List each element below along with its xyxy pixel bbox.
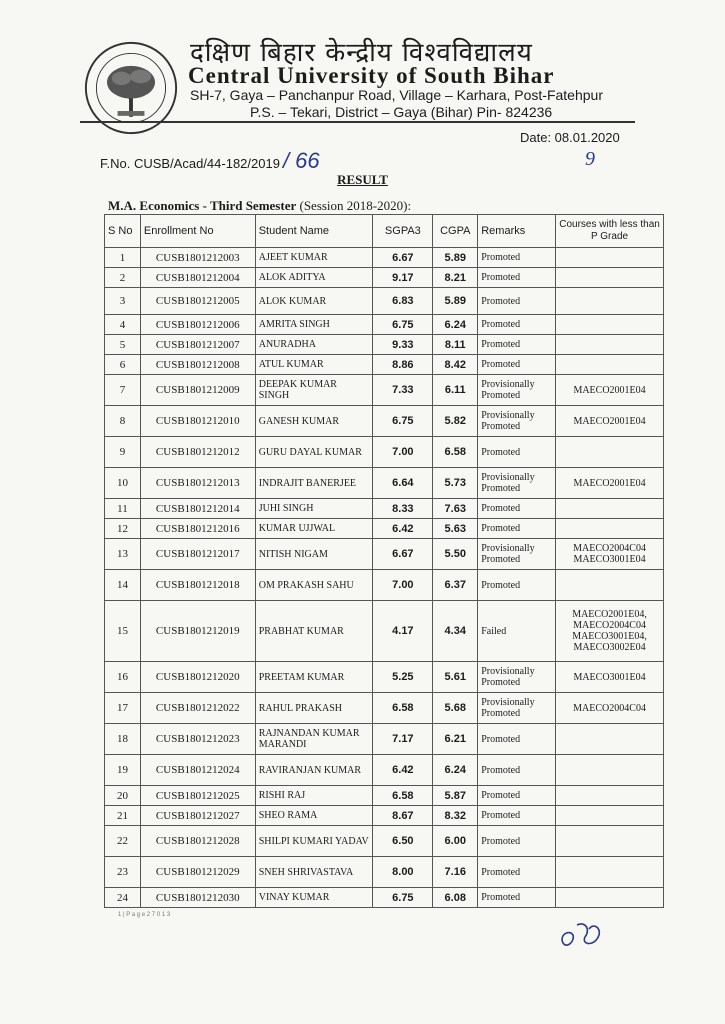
signature-mark xyxy=(555,915,615,955)
cell-courses xyxy=(556,335,664,355)
cell-courses xyxy=(556,826,664,857)
table-row xyxy=(105,315,664,335)
cell-enrollment: CUSB1801212008 xyxy=(140,355,255,375)
table-row xyxy=(105,288,664,315)
cell-enrollment: CUSB1801212018 xyxy=(140,570,255,601)
caption-program: M.A. Economics - Third Semester xyxy=(108,198,297,213)
cell-student-name: SHEO RAMA xyxy=(255,806,373,826)
cell-enrollment: CUSB1801212009 xyxy=(140,375,255,406)
cell-sno: 13 xyxy=(105,539,141,570)
cell-student-name: RAHUL PRAKASH xyxy=(255,693,373,724)
cell-sno: 19 xyxy=(105,755,141,786)
cell-sno: 10 xyxy=(105,468,141,499)
table-row xyxy=(105,539,664,570)
cell-sgpa: 7.17 xyxy=(373,724,433,755)
cell-sno: 16 xyxy=(105,662,141,693)
cell-student-name: ATUL KUMAR xyxy=(255,355,373,375)
cell-sgpa: 6.75 xyxy=(373,888,433,908)
cell-student-name: GURU DAYAL KUMAR xyxy=(255,437,373,468)
cell-sno: 23 xyxy=(105,857,141,888)
cell-courses: MAECO2001E04 xyxy=(556,406,664,437)
table-row xyxy=(105,570,664,601)
cell-courses xyxy=(556,570,664,601)
cell-student-name: PREETAM KUMAR xyxy=(255,662,373,693)
cell-sgpa: 6.75 xyxy=(373,406,433,437)
cell-courses: MAECO2001E04, MAECO2004C04 MAECO3001E04, MAECO3002E04 xyxy=(556,601,664,662)
cell-courses xyxy=(556,437,664,468)
cell-sgpa: 6.42 xyxy=(373,519,433,539)
date: Date: 08.01.2020 xyxy=(520,130,620,145)
cell-sno: 5 xyxy=(105,335,141,355)
cell-cgpa: 5.89 xyxy=(433,288,478,315)
header-courses: Courses with less than P Grade xyxy=(556,215,664,248)
cell-sgpa: 6.67 xyxy=(373,248,433,268)
cell-cgpa: 8.21 xyxy=(433,268,478,288)
cell-cgpa: 4.34 xyxy=(433,601,478,662)
cell-cgpa: 5.61 xyxy=(433,662,478,693)
cell-enrollment: CUSB1801212007 xyxy=(140,335,255,355)
cell-cgpa: 5.87 xyxy=(433,786,478,806)
cell-sno: 4 xyxy=(105,315,141,335)
cell-courses xyxy=(556,786,664,806)
cell-student-name: VINAY KUMAR xyxy=(255,888,373,908)
cell-student-name: ALOK ADITYA xyxy=(255,268,373,288)
cell-student-name: RAJNANDAN KUMAR MARANDI xyxy=(255,724,373,755)
table-row xyxy=(105,888,664,908)
result-table xyxy=(104,214,664,908)
file-number-handwritten: / 66 xyxy=(282,148,320,173)
cell-sno: 18 xyxy=(105,724,141,755)
cell-student-name: JUHI SINGH xyxy=(255,499,373,519)
cell-cgpa: 6.21 xyxy=(433,724,478,755)
cell-enrollment: CUSB1801212029 xyxy=(140,857,255,888)
cell-remarks: Provisionally Promoted xyxy=(478,406,556,437)
cell-remarks: Promoted xyxy=(478,248,556,268)
cell-student-name: OM PRAKASH SAHU xyxy=(255,570,373,601)
cell-sno: 12 xyxy=(105,519,141,539)
cell-courses xyxy=(556,724,664,755)
cell-remarks: Failed xyxy=(478,601,556,662)
cell-student-name: ANURADHA xyxy=(255,335,373,355)
cell-remarks: Promoted xyxy=(478,826,556,857)
cell-courses xyxy=(556,355,664,375)
cell-cgpa: 5.50 xyxy=(433,539,478,570)
cell-student-name: GANESH KUMAR xyxy=(255,406,373,437)
university-name-hindi: दक्षिण बिहार केन्द्रीय विश्वविद्यालय xyxy=(190,38,533,68)
table-row xyxy=(105,355,664,375)
cell-student-name: SNEH SHRIVASTAVA xyxy=(255,857,373,888)
address-line-2: P.S. – Tekari, District – Gaya (Bihar) Pin- 824236 xyxy=(250,104,553,120)
cell-student-name: RAVIRANJAN KUMAR xyxy=(255,755,373,786)
cell-cgpa: 5.73 xyxy=(433,468,478,499)
table-row xyxy=(105,468,664,499)
cell-sno: 20 xyxy=(105,786,141,806)
table-row xyxy=(105,601,664,662)
cell-sno: 15 xyxy=(105,601,141,662)
cell-sno: 24 xyxy=(105,888,141,908)
cell-courses: MAECO3001E04 xyxy=(556,662,664,693)
cell-remarks: Promoted xyxy=(478,519,556,539)
cell-cgpa: 6.37 xyxy=(433,570,478,601)
cell-sgpa: 6.42 xyxy=(373,755,433,786)
cell-cgpa: 8.42 xyxy=(433,355,478,375)
table-row xyxy=(105,375,664,406)
cell-enrollment: CUSB1801212030 xyxy=(140,888,255,908)
cell-courses: MAECO2001E04 xyxy=(556,375,664,406)
cell-enrollment: CUSB1801212010 xyxy=(140,406,255,437)
cell-remarks: Promoted xyxy=(478,437,556,468)
cell-courses xyxy=(556,888,664,908)
table-row xyxy=(105,437,664,468)
cell-cgpa: 6.24 xyxy=(433,755,478,786)
cell-courses xyxy=(556,315,664,335)
cell-student-name: AJEET KUMAR xyxy=(255,248,373,268)
result-title: RESULT xyxy=(337,172,388,187)
cell-enrollment: CUSB1801212012 xyxy=(140,437,255,468)
cell-cgpa: 6.58 xyxy=(433,437,478,468)
cell-enrollment: CUSB1801212014 xyxy=(140,499,255,519)
cell-student-name: KUMAR UJJWAL xyxy=(255,519,373,539)
cell-courses xyxy=(556,806,664,826)
cell-courses: MAECO2004C04 MAECO3001E04 xyxy=(556,539,664,570)
cell-enrollment: CUSB1801212024 xyxy=(140,755,255,786)
cell-cgpa: 5.82 xyxy=(433,406,478,437)
cell-cgpa: 6.00 xyxy=(433,826,478,857)
cell-cgpa: 8.32 xyxy=(433,806,478,826)
cell-cgpa: 5.89 xyxy=(433,248,478,268)
cell-sgpa: 6.58 xyxy=(373,786,433,806)
cell-student-name: ALOK KUMAR xyxy=(255,288,373,315)
cell-student-name: AMRITA SINGH xyxy=(255,315,373,335)
cell-sgpa: 6.75 xyxy=(373,315,433,335)
table-row xyxy=(105,662,664,693)
address-line-1: SH-7, Gaya – Panchanpur Road, Village – Karhara, Post-Fatehpur xyxy=(190,87,603,103)
cell-sgpa: 5.25 xyxy=(373,662,433,693)
cell-student-name: RISHI RAJ xyxy=(255,786,373,806)
cell-sno: 14 xyxy=(105,570,141,601)
cell-cgpa: 7.63 xyxy=(433,499,478,519)
cell-student-name: INDRAJIT BANERJEE xyxy=(255,468,373,499)
cell-sgpa: 6.67 xyxy=(373,539,433,570)
cell-sno: 8 xyxy=(105,406,141,437)
cell-enrollment: CUSB1801212020 xyxy=(140,662,255,693)
cell-enrollment: CUSB1801212022 xyxy=(140,693,255,724)
table-row xyxy=(105,755,664,786)
cell-sno: 1 xyxy=(105,248,141,268)
university-name-english: Central University of South Bihar xyxy=(188,63,555,88)
header-sgpa: SGPA3 xyxy=(373,215,433,248)
cell-remarks: Provisionally Promoted xyxy=(478,468,556,499)
table-row xyxy=(105,268,664,288)
cell-sgpa: 7.00 xyxy=(373,570,433,601)
cell-sno: 17 xyxy=(105,693,141,724)
cell-cgpa: 5.68 xyxy=(433,693,478,724)
cell-enrollment: CUSB1801212028 xyxy=(140,826,255,857)
cell-student-name: DEEPAK KUMAR SINGH xyxy=(255,375,373,406)
cell-cgpa: 6.08 xyxy=(433,888,478,908)
cell-courses xyxy=(556,755,664,786)
cell-sgpa: 8.86 xyxy=(373,355,433,375)
table-row xyxy=(105,826,664,857)
cell-remarks: Promoted xyxy=(478,857,556,888)
cell-sno: 22 xyxy=(105,826,141,857)
cell-remarks: Promoted xyxy=(478,335,556,355)
date-handwritten-mark: 9 xyxy=(585,148,595,170)
cell-sgpa: 7.33 xyxy=(373,375,433,406)
table-row xyxy=(105,519,664,539)
cell-cgpa: 5.63 xyxy=(433,519,478,539)
caption-session: (Session 2018-2020): xyxy=(299,198,412,213)
cell-sgpa: 8.00 xyxy=(373,857,433,888)
table-row xyxy=(105,724,664,755)
cell-remarks: Promoted xyxy=(478,806,556,826)
cell-enrollment: CUSB1801212027 xyxy=(140,806,255,826)
cell-courses xyxy=(556,288,664,315)
cell-courses xyxy=(556,519,664,539)
cell-remarks: Promoted xyxy=(478,315,556,335)
cell-sgpa: 4.17 xyxy=(373,601,433,662)
cell-sgpa: 9.33 xyxy=(373,335,433,355)
cell-cgpa: 6.24 xyxy=(433,315,478,335)
header-divider xyxy=(80,121,635,123)
cell-sno: 2 xyxy=(105,268,141,288)
cell-sgpa: 8.33 xyxy=(373,499,433,519)
header-cgpa: CGPA xyxy=(433,215,478,248)
cell-student-name: NITISH NIGAM xyxy=(255,539,373,570)
cell-sno: 21 xyxy=(105,806,141,826)
cell-enrollment: CUSB1801212023 xyxy=(140,724,255,755)
cell-enrollment: CUSB1801212016 xyxy=(140,519,255,539)
cell-sgpa: 9.17 xyxy=(373,268,433,288)
header-remarks: Remarks xyxy=(478,215,556,248)
cell-student-name: SHILPI KUMARI YADAV xyxy=(255,826,373,857)
cell-remarks: Promoted xyxy=(478,570,556,601)
cell-remarks: Promoted xyxy=(478,499,556,519)
cell-sno: 11 xyxy=(105,499,141,519)
cell-enrollment: CUSB1801212013 xyxy=(140,468,255,499)
cell-courses: MAECO2001E04 xyxy=(556,468,664,499)
cell-remarks: Promoted xyxy=(478,755,556,786)
cell-cgpa: 6.11 xyxy=(433,375,478,406)
page-footer: 1 | P a g e 2 7 0 1 3 xyxy=(118,912,171,918)
cell-courses: MAECO2004C04 xyxy=(556,693,664,724)
cell-remarks: Provisionally Promoted xyxy=(478,693,556,724)
cell-sgpa: 6.64 xyxy=(373,468,433,499)
cell-enrollment: CUSB1801212019 xyxy=(140,601,255,662)
table-row xyxy=(105,786,664,806)
cell-enrollment: CUSB1801212005 xyxy=(140,288,255,315)
cell-courses xyxy=(556,857,664,888)
cell-remarks: Promoted xyxy=(478,786,556,806)
cell-remarks: Provisionally Promoted xyxy=(478,662,556,693)
cell-cgpa: 7.16 xyxy=(433,857,478,888)
cell-remarks: Promoted xyxy=(478,888,556,908)
header-enrollment: Enrollment No xyxy=(140,215,255,248)
table-row xyxy=(105,335,664,355)
cell-enrollment: CUSB1801212006 xyxy=(140,315,255,335)
cell-sgpa: 6.58 xyxy=(373,693,433,724)
table-row xyxy=(105,857,664,888)
header-sno: S No xyxy=(105,215,141,248)
cell-enrollment: CUSB1801212003 xyxy=(140,248,255,268)
table-row xyxy=(105,248,664,268)
cell-remarks: Promoted xyxy=(478,288,556,315)
table-row xyxy=(105,406,664,437)
table-caption xyxy=(108,198,411,214)
file-number xyxy=(100,148,320,174)
cell-sno: 3 xyxy=(105,288,141,315)
cell-sgpa: 8.67 xyxy=(373,806,433,826)
cell-courses xyxy=(556,499,664,519)
file-number-text: F.No. CUSB/Acad/44-182/2019 xyxy=(100,156,280,171)
cell-enrollment: CUSB1801212004 xyxy=(140,268,255,288)
header-student-name: Student Name xyxy=(255,215,373,248)
cell-remarks: Promoted xyxy=(478,268,556,288)
cell-sgpa: 7.00 xyxy=(373,437,433,468)
cell-courses xyxy=(556,268,664,288)
cell-sno: 6 xyxy=(105,355,141,375)
cell-remarks: Promoted xyxy=(478,724,556,755)
cell-sgpa: 6.50 xyxy=(373,826,433,857)
table-row xyxy=(105,693,664,724)
cell-cgpa: 8.11 xyxy=(433,335,478,355)
table-row xyxy=(105,806,664,826)
cell-remarks: Provisionally Promoted xyxy=(478,375,556,406)
cell-remarks: Promoted xyxy=(478,355,556,375)
cell-enrollment: CUSB1801212025 xyxy=(140,786,255,806)
cell-courses xyxy=(556,248,664,268)
cell-sno: 7 xyxy=(105,375,141,406)
cell-remarks: Provisionally Promoted xyxy=(478,539,556,570)
cell-student-name: PRABHAT KUMAR xyxy=(255,601,373,662)
table-header-row xyxy=(105,215,664,248)
cell-sgpa: 6.83 xyxy=(373,288,433,315)
table-row xyxy=(105,499,664,519)
cell-sno: 9 xyxy=(105,437,141,468)
cell-enrollment: CUSB1801212017 xyxy=(140,539,255,570)
